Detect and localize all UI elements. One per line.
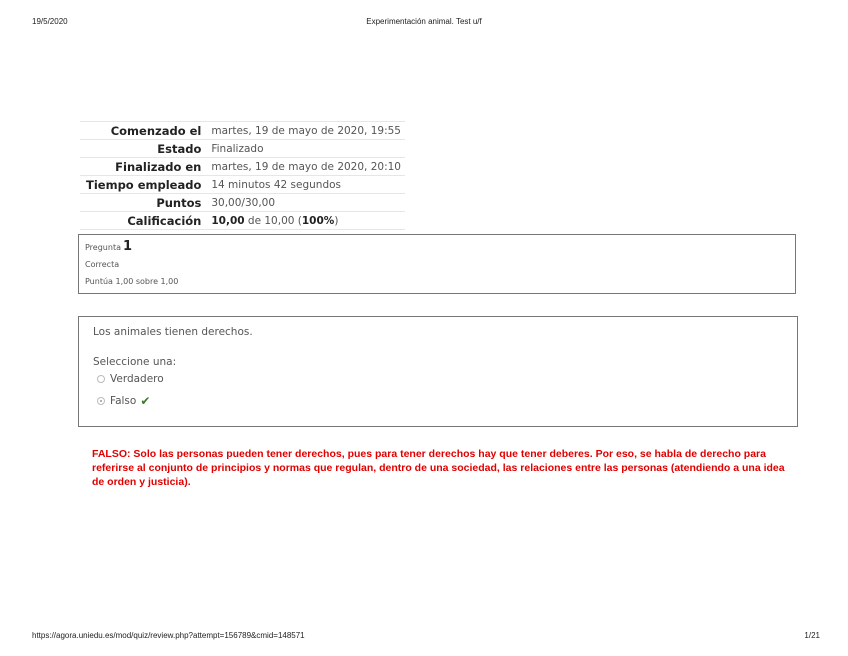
summary-row-state bbox=[80, 140, 405, 158]
print-url: https://agora.uniedu.es/mod/quiz/review.php?attempt=156789&cmid=148571 bbox=[32, 631, 305, 640]
summary-value: martes, 19 de mayo de 2020, 20:10 bbox=[207, 158, 405, 176]
radio-button-selected[interactable] bbox=[97, 397, 105, 405]
grade-of-text: de 10,00 ( bbox=[244, 214, 302, 227]
answer-option-label: Falso bbox=[110, 395, 137, 407]
quiz-summary-table bbox=[80, 121, 405, 230]
radio-button[interactable] bbox=[97, 375, 105, 383]
grade-close: ) bbox=[334, 214, 339, 227]
summary-label: Puntos bbox=[80, 194, 207, 212]
print-title: Experimentación animal. Test u/f bbox=[366, 17, 482, 26]
question-number bbox=[85, 239, 789, 254]
answer-feedback: FALSO: Solo las personas pueden tener derechos, pues para tener derechos hay que tener deberes. Por eso, se habla de derecho para referirse al conjunto de principios y normas que regulan, dentro de una sociedad, las relaciones entre las personas (atendiendo a una idea de orden y justicia). bbox=[92, 448, 785, 488]
summary-row-finished bbox=[80, 158, 405, 176]
summary-value: 30,00/30,00 bbox=[207, 194, 405, 212]
summary-label: Estado bbox=[80, 140, 207, 158]
summary-row-points bbox=[80, 194, 405, 212]
grade-percent: 100% bbox=[301, 214, 335, 227]
check-icon: ✔ bbox=[140, 394, 151, 408]
print-page-number: 1/21 bbox=[804, 631, 820, 640]
answer-option-verdadero[interactable] bbox=[97, 373, 783, 385]
question-content-box bbox=[78, 316, 798, 427]
question-number-value: 1 bbox=[122, 239, 133, 254]
summary-label: Tiempo empleado bbox=[80, 176, 207, 194]
summary-row-grade bbox=[80, 212, 405, 230]
summary-value: Finalizado bbox=[207, 140, 405, 158]
answer-option-falso[interactable] bbox=[97, 394, 783, 408]
question-prefix: Pregunta bbox=[85, 243, 121, 252]
summary-label: Calificación bbox=[80, 212, 207, 230]
summary-value: 14 minutos 42 segundos bbox=[207, 176, 405, 194]
answer-prompt: Seleccione una: bbox=[93, 356, 177, 368]
question-info-box bbox=[78, 234, 796, 294]
grade-score: 10,00 bbox=[211, 214, 245, 227]
question-text: Los animales tienen derechos. bbox=[93, 326, 253, 338]
summary-label: Finalizado en bbox=[80, 158, 207, 176]
print-date: 19/5/2020 bbox=[32, 17, 68, 26]
summary-value: martes, 19 de mayo de 2020, 19:55 bbox=[207, 122, 405, 140]
summary-label: Comenzado el bbox=[80, 122, 207, 140]
question-state: Correcta bbox=[85, 260, 120, 269]
question-grade: Puntúa 1,00 sobre 1,00 bbox=[85, 277, 179, 286]
summary-row-started bbox=[80, 122, 405, 140]
summary-row-time bbox=[80, 176, 405, 194]
summary-grade-value bbox=[207, 212, 405, 230]
answer-option-label: Verdadero bbox=[110, 373, 164, 385]
